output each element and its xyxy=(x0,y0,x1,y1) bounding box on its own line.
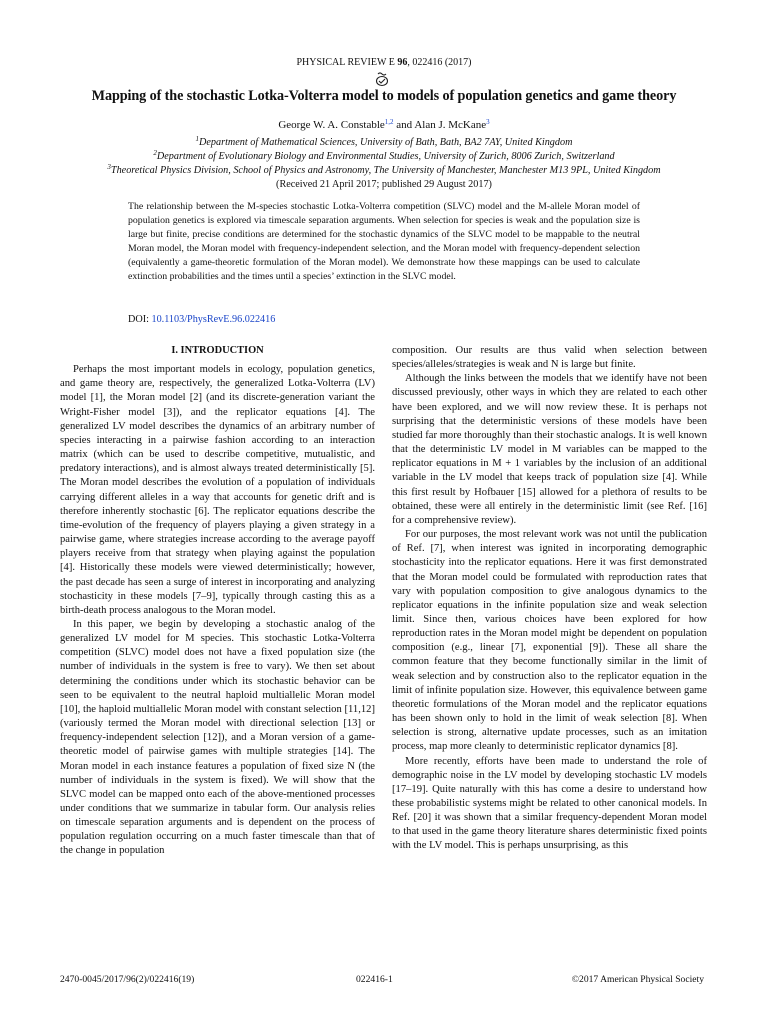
doi-line xyxy=(128,314,275,325)
author-name: George W. A. Constable xyxy=(278,119,385,131)
page-number: 022416-1 xyxy=(356,974,393,985)
affiliation-text: Department of Evolutionary Biology and Environmental Studies, University of Zurich, 8006 Zurich, Switzerland xyxy=(156,151,615,162)
journal-header xyxy=(0,57,768,68)
paper-title: Mapping of the stochastic Lotka-Volterra model to models of population genetics and game theory xyxy=(91,88,677,104)
body-paragraph: In this paper, we begin by developing a stochastic analog of the generalized LV model for M species. This stochastic Lotka-Volterra competition (SLVC) model does not have a fixed population size (the number of individuals in the system is free to vary). We then set about determining the conditions under which its stochastic behavior can be seen to be equivalent to the neutral haploid multiallelic Moran model [10], the haploid multiallelic Moran model with constant selection [11,12] (variously termed the Moran model with directional selection [13] or frequency-independent selection [12]), and a Moran version of a game-theoretic model of pairwise games with multiple strategies [14]. The Moran model in each instance features a population of fixed size N (the number of individuals in the system is fixed). We will show that the SLVC model can be mapped onto each of the above-mentioned processes under conditions that we summarize in tabular form. Our analysis relies on timescale separation arguments and is dependent on the process of population regulation occurring on a much faster timescale than that of the change in population xyxy=(60,618,375,857)
author-joiner: and xyxy=(393,119,415,131)
body-paragraph: composition. Our results are thus valid when selection between species/alleles/strategies is weak and N is large but finite. xyxy=(392,345,707,371)
abstract: The relationship between the M-species stochastic Lotka-Volterra competition (SLVC) model and the M-allele Moran model of population genetics is explored via timescale separation arguments. When selection for species is weak and the population size is large but finite, precise conditions are determined for the stochastic dynamics of the SLVC model to be mappable to the neutral Moran model, the Moran model with frequency-independent selection, and the Moran model with frequency-dependent selection (equivalently a game-theoretic formulation of the Moran model). We demonstrate how these mappings can be used to calculate extinction probabilities and the times until a species’ extinction in the SLVC model. xyxy=(128,201,640,283)
body-paragraph: For our purposes, the most relevant work was not until the publication of Ref. [7], when interest was ignited in incorporating demographic stochasticity into the replicator equations. Here it was first demonstrated that the Moran model could be formulated with reproduction rates that vary with population composition to give analogous dynamics to the replicator equations in the infinite population size and weak selection limit. Since then, various choices have been explored for how reproduction rates in the Moran model might be dependent on population composition (e.g., linear [7], exponential [9]). These all share the common feature that they become functionally similar in the limit of weak selection and by construction also to the replicator equation in the limit of infinite population size. However, this equivalence between game theoretic formulations of the Moran model and the replicator equations has been shown only to hold in the limit of weak selection [8]. When selection is strong, alternative update processes, such as an imitation process, map more cleanly to deterministic replicator dynamics [8]. xyxy=(392,529,707,753)
section-heading: I. INTRODUCTION xyxy=(171,345,264,356)
journal-name: PHYSICAL REVIEW E xyxy=(296,57,395,68)
journal-volume: 96 xyxy=(397,57,408,68)
affiliation-ref[interactable]: 1,2 xyxy=(384,118,394,126)
affiliation xyxy=(0,165,768,176)
doi-link[interactable]: 10.1103/PhysRevE.96.022416 xyxy=(151,314,276,325)
affiliation-number: 3 xyxy=(107,163,111,171)
affiliation-number: 2 xyxy=(153,149,157,157)
crossmark-logo[interactable] xyxy=(373,71,391,87)
footer-issn: 2470-0045/2017/96(2)/022416(19) xyxy=(60,974,195,985)
body-paragraph: Perhaps the most important models in ecology, population genetics, and game theory are, respectively, the generalized Lotka-Volterra (LV) model [1], the Moran model [2] (and its discrete-generation variant the Wright-Fisher model [3]), and the replicator equations [4]. The generalized LV model describes the dynamics of an arbitrary number of species interacting in a pairwise fashion according to an interaction matrix (which can be used to describe competitive, mutualistic, and predatory interactions), and is almost always treated deterministically [5]. The Moran model describes the evolution of a population of individuals carrying different alleles in a way that accounts for genetic drift and is therefore inherently stochastic [6]. The replicator equations describe the time-evolution of the frequency of players playing a given strategy in a pairwise game, where strategies increase according to the average payoff players receive from that strategy when playing against the population [4]. Historically these models were viewed deterministically; however, the past decade has seen a surge of interest in incorporating and analyzing stochasticity in these models [7–9], typically through casting this as a birth-death process analogous to the Moran model. xyxy=(60,364,375,616)
body-paragraph: More recently, efforts have been made to understand the role of demographic noise in the LV model by developing stochastic LV models [17–19]. Quite naturally with this has come a desire to understand how these probabilistic systems might be related to other canonical models. In Ref. [20] it was shown that a similar frequency-dependent Moran model to that used in the game theory literature shares deterministic fixed points with the LV model. This is perhaps unsurprising, as this xyxy=(392,755,707,852)
affiliation-text: Department of Mathematical Sciences, University of Bath, Bath, BA2 7AY, United Kingdom xyxy=(199,137,573,148)
author-name: Alan J. McKane xyxy=(414,119,487,131)
footer-copyright: ©2017 American Physical Society xyxy=(571,974,704,985)
affiliation-ref[interactable]: 3 xyxy=(486,118,490,126)
affiliation-text: Theoretical Physics Division, School of Physics and Astronomy, The University of Manchester, Manchester M13 9PL, United Kingdom xyxy=(110,165,661,176)
author-list xyxy=(0,119,768,131)
affiliation xyxy=(0,151,768,162)
journal-issue: , 022416 (2017) xyxy=(407,57,472,68)
right-column xyxy=(392,344,707,854)
affiliation-number: 1 xyxy=(195,135,200,143)
affiliation xyxy=(0,137,768,148)
body-paragraph: Although the links between the models that we identify have not been discussed previously, other ways in which they are related to each other have been explored, and we will now review these. It is perhaps not surprising that the deterministic versions of these models have been studied far more thoroughly than their stochastic analogs. It is well known that the deterministic LV model in M variables can be mapped to the replicator equations in M + 1 variables by the inclusion of an additional variable in the LV model that keeps track of population size [4]. While this first result by Hofbauer [15] allowed for a plethora of results to be obtained, these were all entirely in the deterministic limit (see Ref. [16] for a comprehensive review). xyxy=(392,373,707,526)
doi-label: DOI: xyxy=(128,314,152,325)
received-dates: (Received 21 April 2017; published 29 August 2017) xyxy=(276,179,492,190)
left-column xyxy=(60,344,375,859)
